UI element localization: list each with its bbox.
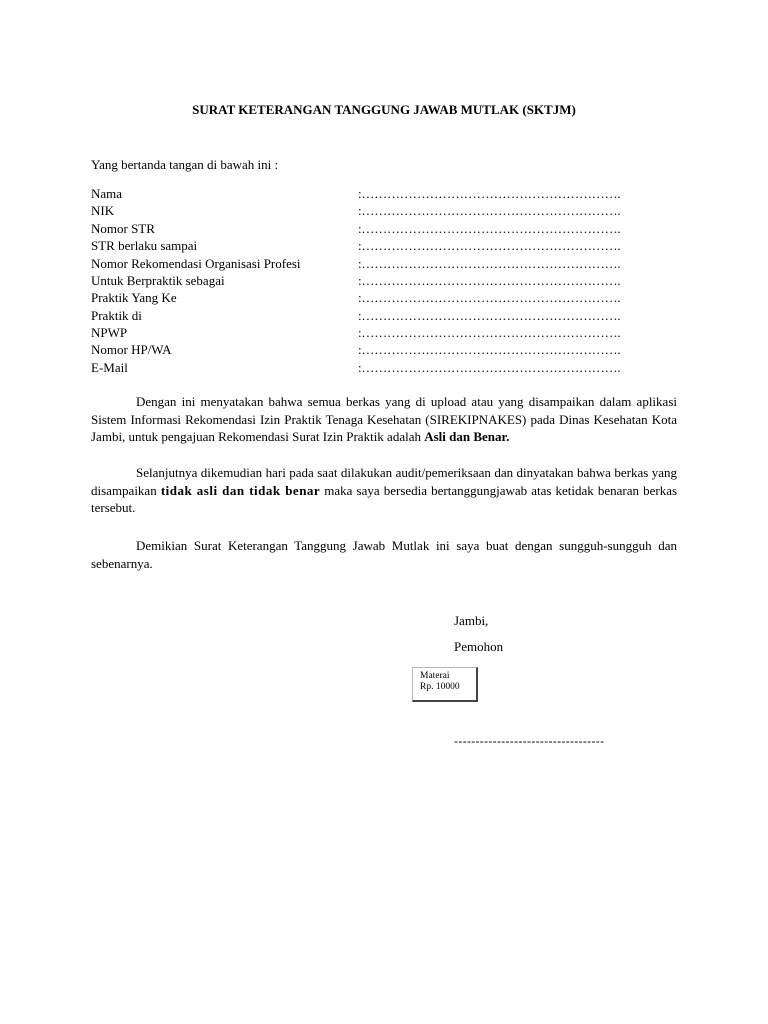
liability-emphasis: tidak asli dan tidak benar bbox=[160, 482, 321, 498]
signature-role: Pemohon bbox=[454, 639, 504, 654]
field-row-praktik-ke bbox=[91, 289, 661, 306]
field-label: Untuk Berpraktik sebagai bbox=[91, 272, 225, 288]
field-row-nomor-rekomendasi bbox=[91, 255, 661, 272]
liability-text-before: Selanjutnya dikemudian hari pada saat dilakukan audit/pemeriksaan dan dinyatakan bahwa berkas yang disampaikan bbox=[91, 465, 677, 498]
field-value: :……………………………………………………. bbox=[358, 307, 621, 323]
statement-emphasis: Asli dan Benar. bbox=[424, 429, 510, 444]
field-value: :……………………………………………………. bbox=[358, 203, 621, 219]
field-value: :……………………………………………………. bbox=[358, 255, 621, 271]
materai-stamp-box bbox=[412, 667, 478, 702]
field-value: :……………………………………………………. bbox=[358, 359, 621, 375]
intro-text: Yang bertanda tangan di bawah ini : bbox=[91, 157, 279, 172]
field-label: Praktik Yang Ke bbox=[91, 290, 177, 306]
field-row-str-berlaku bbox=[91, 237, 661, 254]
field-value: :……………………………………………………. bbox=[358, 238, 621, 254]
signature-city: Jambi, bbox=[454, 613, 489, 628]
document-title: SURAT KETERANGAN TANGGUNG JAWAB MUTLAK (SKTJM) bbox=[192, 102, 576, 117]
identity-fields bbox=[91, 185, 661, 376]
field-row-nik bbox=[91, 202, 661, 219]
statement-paragraph bbox=[91, 393, 677, 446]
liability-paragraph bbox=[91, 464, 677, 517]
liability-text-after: maka saya bersedia bertanggungjawab atas ketidak benaran berkas tersebut. bbox=[91, 482, 678, 515]
field-row-nomor-str bbox=[91, 220, 661, 237]
field-value: :……………………………………………………. bbox=[358, 220, 621, 236]
field-label: NPWP bbox=[91, 325, 128, 341]
field-label: E-Mail bbox=[91, 359, 128, 375]
signature-line: ----------------------------------- bbox=[454, 734, 605, 748]
field-row-praktik-di bbox=[91, 307, 661, 324]
field-value: :……………………………………………………. bbox=[358, 342, 621, 358]
field-label: Nomor Rekomendasi Organisasi Profesi bbox=[91, 255, 301, 271]
field-row-berpraktik-sebagai bbox=[91, 272, 661, 289]
field-label: NIK bbox=[91, 203, 115, 219]
field-label: Nomor HP/WA bbox=[91, 342, 172, 358]
field-value: :……………………………………………………. bbox=[358, 185, 621, 201]
field-row-npwp bbox=[91, 324, 661, 341]
field-value: :……………………………………………………. bbox=[358, 290, 621, 306]
field-label: STR berlaku sampai bbox=[91, 238, 198, 254]
field-label: Praktik di bbox=[91, 307, 142, 323]
field-label: Nomor STR bbox=[91, 220, 155, 236]
closing-paragraph: Demikian Surat Keterangan Tanggung Jawab Mutlak ini saya buat dengan sungguh-sungguh dan sebenarnya. bbox=[91, 538, 677, 571]
field-label: Nama bbox=[91, 185, 123, 201]
field-value: :……………………………………………………. bbox=[358, 272, 621, 288]
statement-text: Dengan ini menyatakan bahwa semua berkas yang di upload atau yang disampaikan dalam aplikasi Sistem Informasi Rekomendasi Izin Praktik Tenaga Kesehatan (SIREKIPNAKES) pada Dinas Kesehatan Kota Jambi, untuk pengajuan Rekomendasi Surat Izin Praktik adalah bbox=[91, 394, 677, 444]
field-row-nomor-hp bbox=[91, 342, 661, 359]
field-row-nama bbox=[91, 185, 661, 202]
materai-label: Materai bbox=[420, 671, 450, 681]
materai-amount: Rp. 10000 bbox=[420, 682, 460, 692]
field-row-email bbox=[91, 359, 661, 376]
field-value: :……………………………………………………. bbox=[358, 325, 621, 341]
